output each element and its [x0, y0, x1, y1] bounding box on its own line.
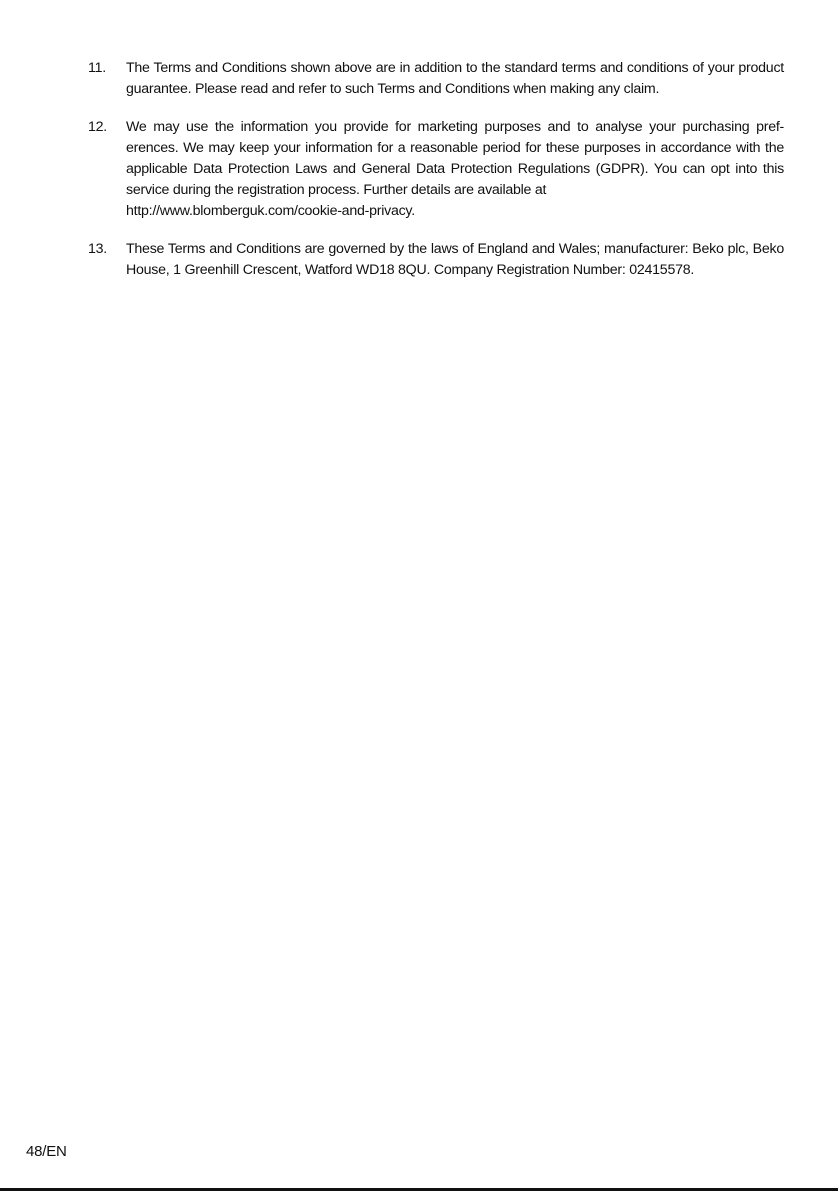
terms-item-12: [88, 117, 784, 222]
privacy-link-text: http://www.blomberguk.com/cookie-and-privacy.: [126, 203, 415, 219]
terms-list: [88, 58, 784, 298]
item-text: The Terms and Conditions shown above are in addition to the standard terms and conditions of your product guarantee. Please read and refer to such Terms and Conditions when making any claim.: [126, 60, 784, 97]
item-text: These Terms and Conditions are governed by the laws of England and Wales; manufacturer: Beko plc, Beko House, 1 Greenhill Crescent, Watford WD18 8QU. Company Registration Number: 02415578.: [126, 241, 784, 278]
item-number: 11.: [88, 60, 106, 76]
page-number: 48/EN: [26, 1143, 67, 1160]
item-text-container: [126, 117, 784, 222]
terms-item-11: [88, 58, 784, 100]
item-number: 12.: [88, 119, 107, 135]
terms-item-13: [88, 239, 784, 281]
item-text: We may use the information you provide for marketing purposes and to analyse your purchasing pref-erences. We may keep your information for a reasonable period for these purposes in accordance with the applicable Data Protection Laws and General Data Protection Regulations (GDPR). You can opt into this service during the registration process. Further details are available at: [126, 119, 784, 198]
item-number: 13.: [88, 241, 107, 257]
